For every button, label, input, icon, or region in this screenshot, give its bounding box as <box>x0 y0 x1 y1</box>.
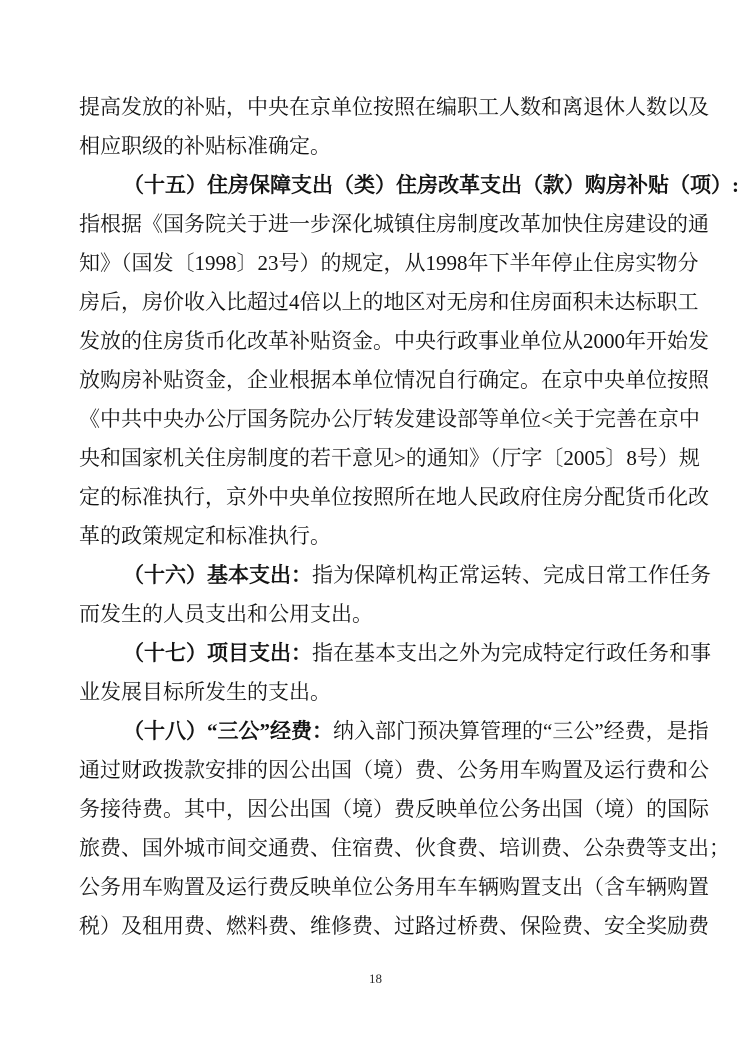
line-text: 纳入部门预决算管理的“三公”经费，是指 <box>333 719 709 743</box>
text-line <box>79 283 699 322</box>
line-text: 业发展目标所发生的支出。 <box>79 680 331 704</box>
document-body <box>79 88 739 946</box>
line-text: 务接待费。其中，因公出国（境）费反映单位公务出国（境）的国际 <box>79 797 709 821</box>
line-text: 公务用车购置及运行费反映单位公务用车车辆购置支出（含车辆购置 <box>79 875 709 899</box>
text-line-heading-15 <box>79 166 739 205</box>
text-line <box>79 829 730 868</box>
line-text: 知》（国发〔1998〕23号）的规定，从1998年下半年停止住房实物分 <box>79 251 699 275</box>
text-line <box>79 127 672 166</box>
text-line <box>79 478 709 517</box>
line-text: 提高发放的补贴，中央在京单位按照在编职工人数和离退休人数以及 <box>79 95 709 119</box>
text-line-heading-18 <box>79 712 709 751</box>
line-text: 定的标准执行，京外中央单位按照所在地人民政府住房分配货币化改 <box>79 485 709 509</box>
line-text: 通过财政拨款安排的因公出国（境）费、公务用车购置及运行费和公 <box>79 758 709 782</box>
line-text: 旅费、国外城市间交通费、住宿费、伙食费、培训费、公杂费等支出； <box>79 836 730 860</box>
line-text: 指在基本支出之外为完成特定行政任务和事 <box>312 641 711 665</box>
line-bold-text: （十八）“三公”经费： <box>123 719 333 743</box>
text-line <box>79 595 672 634</box>
text-line <box>79 907 709 946</box>
text-line-heading-17 <box>79 634 711 673</box>
text-line <box>79 751 709 790</box>
text-line <box>79 868 709 907</box>
text-line <box>79 244 699 283</box>
line-text: 房后，房价收入比超过4倍以上的地区对无房和住房面积未达标职工 <box>79 290 699 314</box>
text-line <box>79 517 672 556</box>
line-text: 指根据《国务院关于进一步深化城镇住房制度改革加快住房建设的通 <box>79 212 709 236</box>
text-line <box>79 361 709 400</box>
text-line <box>79 88 709 127</box>
line-text: 放购房补贴资金，企业根据本单位情况自行确定。在京中央单位按照 <box>79 368 709 392</box>
line-text: 《中共中央办公厅国务院办公厅转发建设部等单位<关于完善在京中 <box>79 407 700 431</box>
line-text: 革的政策规定和标准执行。 <box>79 524 331 548</box>
line-text: 而发生的人员支出和公用支出。 <box>79 602 373 626</box>
text-line <box>79 439 700 478</box>
text-line <box>79 400 700 439</box>
line-text: 相应职级的补贴标准确定。 <box>79 134 331 158</box>
text-line <box>79 322 709 361</box>
line-bold-text: （十五）住房保障支出（类）住房改革支出（款）购房补贴（项）: <box>123 173 739 197</box>
line-text: 央和国家机关住房制度的若干意见>的通知》（厅字〔2005〕8号）规 <box>79 446 700 470</box>
line-text: 指为保障机构正常运转、完成日常工作任务 <box>312 563 711 587</box>
text-line <box>79 673 672 712</box>
text-line <box>79 790 709 829</box>
line-text: 税）及租用费、燃料费、维修费、过路过桥费、保险费、安全奖励费 <box>79 914 709 938</box>
line-text: 发放的住房货币化改革补贴资金。中央行政事业单位从2000年开始发 <box>79 329 709 353</box>
line-bold-text: （十六）基本支出： <box>123 563 312 587</box>
page-number: 18 <box>369 971 382 986</box>
text-line-heading-16 <box>79 556 711 595</box>
text-line <box>79 205 709 244</box>
line-bold-text: （十七）项目支出： <box>123 641 312 665</box>
